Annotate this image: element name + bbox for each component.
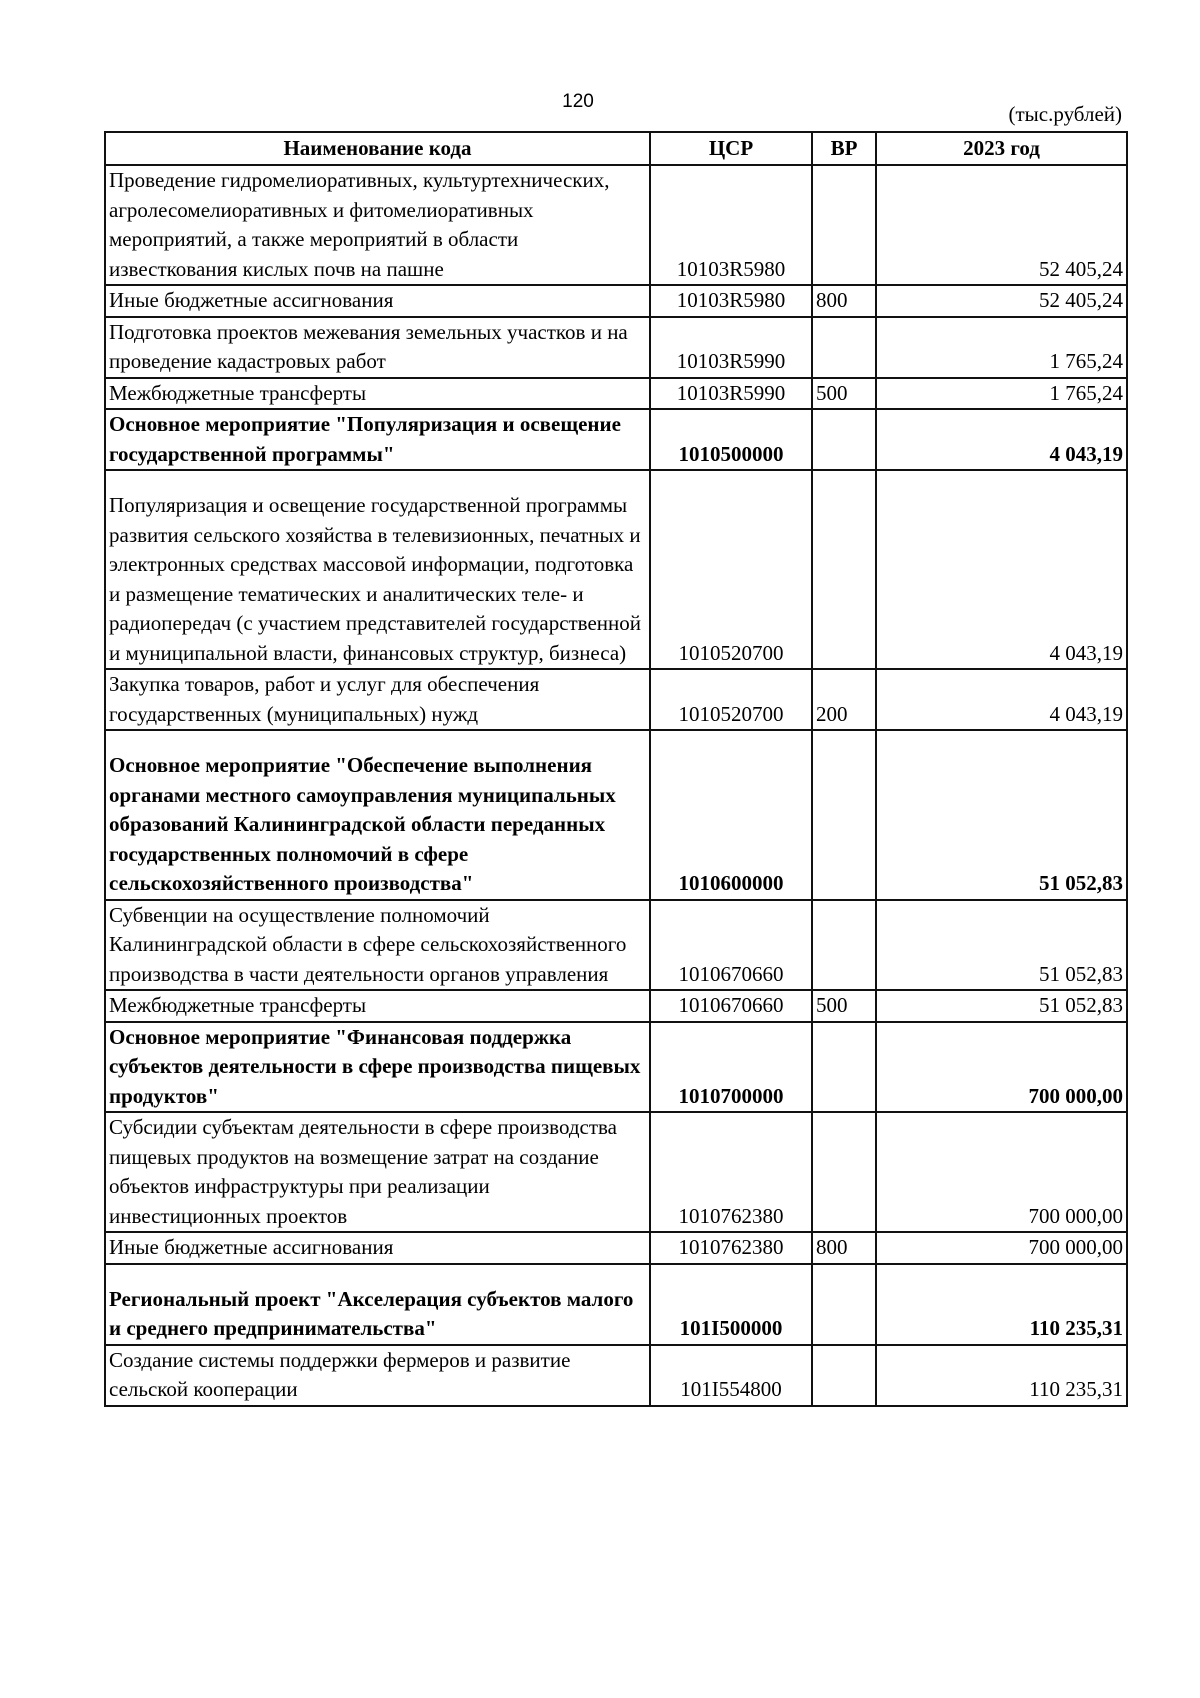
row-sum-cell: 52 405,24 [876, 165, 1127, 285]
row-vr-cell: 200 [812, 669, 876, 730]
table-row [105, 1345, 1127, 1406]
table-row [105, 165, 1127, 285]
row-sum-cell: 110 235,31 [876, 1264, 1127, 1345]
row-name-cell: Закупка товаров, работ и услуг для обеспечения государственных (муниципальных) нужд [105, 669, 650, 730]
row-vr-cell: 500 [812, 378, 876, 410]
page-number: 120 [562, 91, 594, 112]
row-sum-cell: 51 052,83 [876, 900, 1127, 991]
row-vr-cell [812, 1022, 876, 1113]
table-row [105, 470, 1127, 669]
row-name-cell: Иные бюджетные ассигнования [105, 285, 650, 317]
row-csr-cell: 10103R5980 [650, 165, 812, 285]
row-vr-cell: 800 [812, 1232, 876, 1264]
row-csr-cell: 1010670660 [650, 990, 812, 1022]
row-vr-cell: 500 [812, 990, 876, 1022]
row-csr-cell: 1010520700 [650, 669, 812, 730]
table-row [105, 285, 1127, 317]
row-sum-cell: 4 043,19 [876, 669, 1127, 730]
row-name-cell: Субсидии субъектам деятельности в сфере производства пищевых продуктов на возмещение затрат на создание объектов инфраструктуры при реализации инвестиционных проектов [105, 1112, 650, 1232]
table-row [105, 378, 1127, 410]
budget-table [104, 131, 1128, 1407]
row-vr-cell: 800 [812, 285, 876, 317]
header-row [105, 132, 1127, 165]
row-sum-cell: 51 052,83 [876, 990, 1127, 1022]
row-sum-cell: 4 043,19 [876, 409, 1127, 470]
row-name-cell: Иные бюджетные ассигнования [105, 1232, 650, 1264]
row-sum-cell: 110 235,31 [876, 1345, 1127, 1406]
row-vr-cell [812, 1345, 876, 1406]
row-sum-cell: 4 043,19 [876, 470, 1127, 669]
table-row [105, 1264, 1127, 1345]
table-row [105, 1112, 1127, 1232]
row-csr-cell: 1010700000 [650, 1022, 812, 1113]
row-vr-cell [812, 317, 876, 378]
row-csr-cell: 101I554800 [650, 1345, 812, 1406]
row-name-cell: Основное мероприятие "Популяризация и освещение государственной программы" [105, 409, 650, 470]
row-csr-cell: 1010520700 [650, 470, 812, 669]
row-csr-cell: 1010670660 [650, 900, 812, 991]
row-name-cell: Межбюджетные трансферты [105, 378, 650, 410]
row-csr-cell: 1010762380 [650, 1112, 812, 1232]
row-name-cell: Популяризация и освещение государственной программы развития сельского хозяйства в телевизионных, печатных и электронных средствах массовой информации, подготовка и размещение тематических и аналитических теле- и радиопередач (с участием представителей государственной и муниципальной власти, финансовых структур, бизнеса) [105, 470, 650, 669]
header-vr: ВР [812, 132, 876, 165]
row-csr-cell: 10103R5980 [650, 285, 812, 317]
table-row [105, 990, 1127, 1022]
row-csr-cell: 1010762380 [650, 1232, 812, 1264]
row-vr-cell [812, 1264, 876, 1345]
row-csr-cell: 1010500000 [650, 409, 812, 470]
row-name-cell: Основное мероприятие "Финансовая поддержка субъектов деятельности в сфере производства пищевых продуктов" [105, 1022, 650, 1113]
row-sum-cell: 700 000,00 [876, 1232, 1127, 1264]
header-csr: ЦСР [650, 132, 812, 165]
header-year: 2023 год [876, 132, 1127, 165]
row-sum-cell: 700 000,00 [876, 1112, 1127, 1232]
table-body [105, 165, 1127, 1406]
table-row [105, 900, 1127, 991]
row-vr-cell [812, 409, 876, 470]
row-name-cell: Субвенции на осуществление полномочий Калининградской области в сфере сельскохозяйственного производства в части деятельности органов управления [105, 900, 650, 991]
row-name-cell: Основное мероприятие "Обеспечение выполнения органами местного самоуправления муниципальных образований Калининградской области переданных государственных полномочий в сфере сельскохозяйственного производства" [105, 730, 650, 900]
row-csr-cell: 10103R5990 [650, 378, 812, 410]
row-name-cell: Создание системы поддержки фермеров и развитие сельской кооперации [105, 1345, 650, 1406]
row-name-cell: Региональный проект "Акселерация субъектов малого и среднего предпринимательства" [105, 1264, 650, 1345]
row-sum-cell: 52 405,24 [876, 285, 1127, 317]
row-name-cell: Подготовка проектов межевания земельных участков и на проведение кадастровых работ [105, 317, 650, 378]
table-row [105, 317, 1127, 378]
row-vr-cell [812, 900, 876, 991]
row-csr-cell: 10103R5990 [650, 317, 812, 378]
table-row [105, 730, 1127, 900]
row-sum-cell: 51 052,83 [876, 730, 1127, 900]
table-row [105, 1232, 1127, 1264]
row-vr-cell [812, 470, 876, 669]
table-row [105, 1022, 1127, 1113]
row-csr-cell: 1010600000 [650, 730, 812, 900]
table-row [105, 409, 1127, 470]
row-vr-cell [812, 730, 876, 900]
row-vr-cell [812, 165, 876, 285]
units-label: (тыс.рублей) [1008, 102, 1122, 126]
row-name-cell: Проведение гидромелиоративных, культуртехнических, агролесомелиоративных и фитомелиоративных мероприятий, а также мероприятий в области известкования кислых почв на пашне [105, 165, 650, 285]
header-name: Наименование кода [105, 132, 650, 165]
row-sum-cell: 1 765,24 [876, 378, 1127, 410]
row-name-cell: Межбюджетные трансферты [105, 990, 650, 1022]
row-vr-cell [812, 1112, 876, 1232]
table-header [105, 132, 1127, 165]
row-sum-cell: 1 765,24 [876, 317, 1127, 378]
row-csr-cell: 101I500000 [650, 1264, 812, 1345]
row-sum-cell: 700 000,00 [876, 1022, 1127, 1113]
table-row [105, 669, 1127, 730]
